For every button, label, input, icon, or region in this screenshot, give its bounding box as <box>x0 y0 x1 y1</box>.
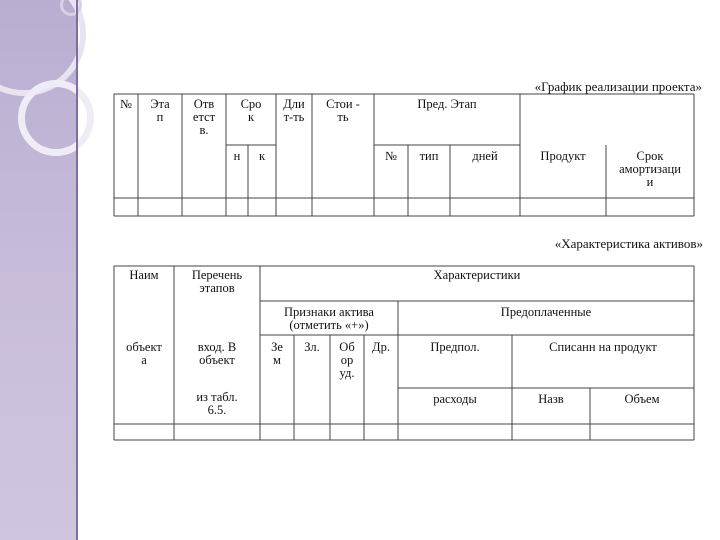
t1-header-start: н <box>233 149 241 163</box>
t2-header-land: Зе м <box>271 340 283 367</box>
t1-header-prev-stage: Пред. Этап <box>417 97 477 111</box>
table2-caption: «Характеристика активов» <box>554 236 703 251</box>
t1-header-prev-type: тип <box>419 149 439 163</box>
t2-header-name-top: Наим <box>129 268 159 282</box>
t2-header-prepaid-expenses-top: Предпол. <box>430 340 480 354</box>
t1-header-product: Продукт <box>540 149 586 163</box>
t1-header-stage: Эта п <box>150 97 170 124</box>
t1-header-responsible: Отв етст в. <box>192 97 216 137</box>
t2-header-prepaid: Предоплаченные <box>500 305 592 319</box>
table1-caption: «График реализации проекта» <box>534 79 702 94</box>
t2-header-volume: Объем <box>624 392 660 406</box>
t2-header-other: Др. <box>372 340 390 354</box>
t1-header-prev-days: дней <box>472 149 498 163</box>
t2-header-stages-mid: вход. В объект <box>197 340 237 367</box>
t1-header-duration: Дли т-ть <box>283 97 305 124</box>
t1-header-term: Сро к <box>240 97 262 124</box>
t2-header-stages-top: Перечень этапов <box>191 268 243 295</box>
t2-header-written-off: Списанн на продукт <box>549 340 657 354</box>
t1-header-end: к <box>258 149 266 163</box>
t2-header-equipment: Об ор уд. <box>339 340 355 380</box>
t2-header-buildings: Зл. <box>304 340 320 354</box>
t1-header-amort-term: Срок амортизаци и <box>619 149 681 189</box>
t1-header-num: № <box>120 97 132 111</box>
t2-header-stages-bottom: из табл. 6.5. <box>196 390 238 417</box>
t1-header-cost: Стои - ть <box>326 97 360 124</box>
t2-header-prepaid-expenses-bottom: расходы <box>433 392 477 406</box>
t2-header-name-bottom: объект а <box>126 340 162 367</box>
t2-header-characteristics: Характеристики <box>433 268 521 282</box>
t1-header-prev-num: № <box>385 149 397 163</box>
t2-header-item-name: Назв <box>538 392 564 406</box>
t2-header-asset-signs: Признаки актива (отметить «+») <box>284 305 374 332</box>
